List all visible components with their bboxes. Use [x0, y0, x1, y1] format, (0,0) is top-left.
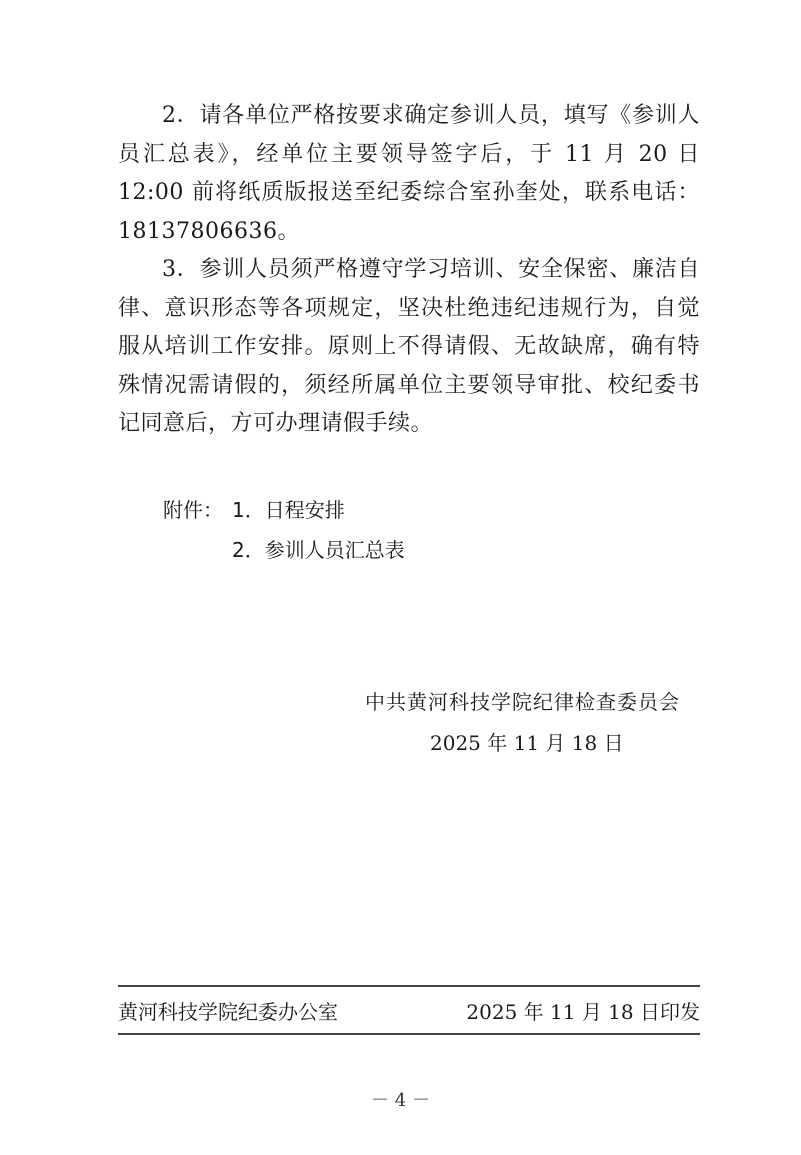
signature-date: 2025 年 11 月 18 日	[430, 731, 624, 755]
paragraph-2: 2．请各单位严格按要求确定参训人员，填写《参训人员汇总表》，经单位主要领导签字后，于 11 月 20 日 12:00 前将纸质版报送至纪委综合室孙奎处，联系电话：18137806636。	[118, 103, 700, 244]
attachments-label: 附件：	[163, 498, 223, 522]
footer-issuing-office: 黄河科技学院纪委办公室	[118, 1000, 338, 1024]
attachment-item-participants-summary: 2．参训人员汇总表	[232, 538, 405, 562]
footer-top-rule	[118, 985, 700, 987]
footer-issue-date: 2025 年 11 月 18 日印发	[466, 1000, 700, 1024]
attachment-item-schedule: 1．日程安排	[232, 498, 345, 522]
footer-bottom-rule	[118, 1033, 700, 1035]
signature-organization: 中共黄河科技学院纪律检查委员会	[365, 690, 680, 714]
page-number: － 4 －	[371, 1090, 430, 1111]
paragraph-3: 3．参训人员须严格遵守学习培训、安全保密、廉洁自律、意识形态等各项规定，坚决杜绝违纪违规行为，自觉服从培训工作安排。原则上不得请假、无故缺席，确有特殊情况需请假的，须经所属单位主要领导审批、校纪委书记同意后，方可办理请假手续。	[118, 257, 700, 436]
